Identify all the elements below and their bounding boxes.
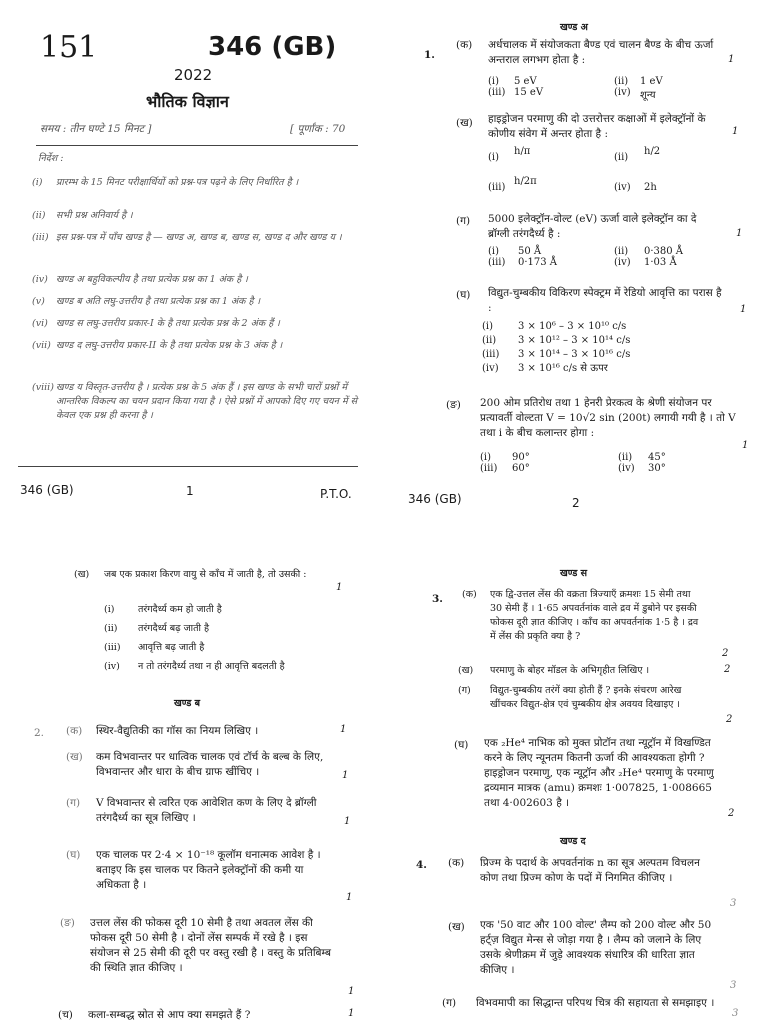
exam-year: 2022 — [174, 66, 213, 84]
marks: 1 — [344, 816, 351, 827]
question-label: (ख) — [456, 117, 473, 129]
marks: 3 — [732, 1008, 739, 1019]
divider — [36, 145, 358, 146]
marks: 1 — [736, 228, 743, 239]
question-text: विभवमापी का सिद्धान्त परिपथ चित्र की सहायता से समझाइए । — [476, 997, 715, 1009]
paper-code: 346 (GB) — [208, 32, 337, 62]
question-text: अर्धचालक में संयोजकता बैण्ड एवं चालन बैण्ड के बीच ऊर्जा अन्तराल लगभग होता है : — [488, 39, 714, 66]
option-list: (i) तरंगदैर्ध्य कम हो जाती है (ii) तरंगदैर्ध्य बढ़ जाती है (iii) आवृत्ति बढ़ जाती है (iv) न तो तरंगदैर्ध्य तथा न ही आवृत्ति बदलती है — [104, 604, 285, 672]
marks: 1 — [742, 440, 749, 451]
marks: 1 — [732, 126, 739, 137]
instruction-item: (viii) खण्ड य विस्तृत-उत्तरीय है । प्रत्येक प्रश्न के 5 अंक हैं । इस खण्ड के सभी चारों प्रश्नों में आन्तरिक विकल्प का चयन प्रदान किया गया है । ऐसे प्रश्नों में आपको दिए गए चयन में से केवल एक प्रश्न ही करना है । — [32, 382, 358, 421]
option-list: (i) 3 × 10⁶ – 3 × 10¹⁰ c/s (ii) 3 × 10¹² – 3 × 10¹⁴ c/s (iii) 3 × 10¹⁴ – 3 × 10¹⁶ c/s (iv) 3 × 10¹⁶ c/s से ऊपर — [482, 321, 631, 374]
question-label: (ख) — [458, 665, 474, 676]
marks: 2 — [724, 664, 731, 675]
instructions-title: निर्देश : — [38, 153, 64, 164]
question-text: 5000 इलेक्ट्रॉन-वोल्ट (eV) ऊर्जा वाले इलेक्ट्रॉन का दे ब्रॉग्ली तरंगदैर्ध्य है : — [488, 213, 697, 240]
full-marks: [ पूर्णांक : 70 — [290, 123, 346, 135]
question-text: विद्युत-चुम्बकीय विकिरण स्पेक्ट्रम में रेडियो आवृत्ति का परास है : — [488, 287, 722, 314]
question-text: कला-सम्बद्ध स्रोत से आप क्या समझते हैं ? — [88, 1009, 251, 1021]
question-text: एक ₂He⁴ नाभिक को मुक्त प्रोटॉन तथा न्यूट्रॉन में विखण्डित करने के लिए न्यूनतम कितनी ऊर्जा की आवश्यकता होगी ? हाइड्रोजन परमाणु, एक न्यूट्रॉन और ₂He⁴ परमाणु के परमाणु द्रव्यमान मात्रक (amu) क्रमशः 1·007825, 1·008665 तथा 4·002603 है । — [484, 737, 714, 809]
question-text: जब एक प्रकाश किरण वायु से काँच में जाती है, तो उसकी : — [104, 569, 307, 580]
question-text: एक द्वि-उत्तल लेंस की वक्रता त्रिज्याएँ क्रमशः 15 सेमी तथा 30 सेमी हैं । 1·65 अपवर्तनांक वाले द्रव में डुबोने पर इसकी फोकस दूरी ज्ञात कीजिए । काँच का अपवर्तनांक 1·5 है । द्रव में लेंस की प्रकृति क्या है ? — [490, 589, 699, 642]
marks: 3 — [730, 980, 737, 991]
instruction-item: (iii) इस प्रश्न-पत्र में पाँच खण्ड है — खण्ड अ, खण्ड ब, खण्ड स, खण्ड द और खण्ड य । — [32, 232, 342, 243]
question-text: 200 ओम प्रतिरोध तथा 1 हेनरी प्रेरकत्व के श्रेणी संयोजन पर प्रत्यावर्ती वोल्टता V = 10√2 sin (200t) लगायी गयी है । तो V तथा i के बीच कलान्तर होगा : — [480, 397, 736, 439]
question-number: 1. — [424, 49, 435, 61]
marks: 3 — [730, 898, 737, 909]
marks: 1 — [348, 1008, 355, 1019]
pto-label: P.T.O. — [320, 487, 352, 501]
question-label: (ग) — [66, 797, 81, 809]
section-heading: खण्ड द — [560, 836, 586, 847]
question-text: स्थिर-वैद्युतिकी का गॉस का नियम लिखिए । — [96, 725, 259, 737]
question-label: (ख) — [448, 921, 465, 933]
instruction-item: (i) प्रारम्भ के 15 मिनट परीक्षार्थियों को प्रश्न-पत्र पढ़ने के लिए निर्धारित है । — [32, 177, 299, 188]
time-allowed: समय : तीन घण्टे 15 मिनट ] — [40, 123, 152, 135]
marks: 1 — [340, 724, 347, 735]
page-3 — [0, 512, 384, 1024]
question-text: हाइड्रोजन परमाणु की दो उत्तरोत्तर कक्षाओं में इलेक्ट्रॉनों के कोणीय संवेग में अन्तर होता है : — [488, 113, 706, 140]
question-text: एक चालक पर 2·4 × 10⁻¹⁸ कूलॉम धनात्मक आवेश है । बताइए कि इस चालक पर कितने इलेक्ट्रॉनों की कमी या अधिकता है । — [96, 849, 321, 891]
instruction-item: (vi) खण्ड स लघु-उत्तरीय प्रकार-I के है तथा प्रत्येक प्रश्न के 2 अंक हैं । — [32, 318, 280, 329]
page-4 — [384, 512, 768, 1024]
instruction-item: (iv) खण्ड अ बहुविकल्पीय है तथा प्रत्येक प्रश्न का 1 अंक है । — [32, 274, 248, 285]
option-list: (i) h/π (ii) h/2 (iii) h/2π (iv) 2h — [488, 146, 661, 193]
footer-code: 346 (GB) — [20, 483, 74, 497]
question-label: (घ) — [454, 739, 469, 751]
question-text: एक '50 वाट और 100 वोल्ट' लैम्प को 200 वोल्ट और 50 हर्ट्ज़ विद्युत मेन्स से जोड़ा गया है । लैम्प को जलाने के लिए उसके श्रेणीक्रम में जुड़े आवश्यक संधारित्र की धारिता ज्ञात कीजिए । — [480, 919, 712, 976]
instruction-item: (ii) सभी प्रश्न अनिवार्य है । — [32, 210, 133, 221]
question-number: 3. — [432, 593, 443, 605]
option-list: (i) 90° (ii) 45° (iii) 60° (iv) 30° — [480, 452, 666, 474]
question-label: (च) — [58, 1009, 73, 1021]
question-text: प्रिज्म के पदार्थ के अपवर्तनांक n का सूत्र अल्पतम विचलन कोण तथा प्रिज्म कोण के पदों में निगमित कीजिए । — [480, 857, 700, 884]
divider — [18, 466, 358, 467]
question-label: (घ) — [66, 849, 81, 861]
marks: 1 — [336, 582, 343, 593]
option-list: (i) 5 eV (ii) 1 eV (iii) 15 eV (iv) शून्य — [488, 76, 663, 101]
question-number: 2. — [34, 727, 45, 739]
marks: 1 — [342, 770, 349, 781]
question-text: परमाणु के बोहर मॉडल के अभिगृहीत लिखिए । — [490, 665, 650, 676]
question-label: (घ) — [456, 289, 471, 301]
marks: 1 — [740, 304, 747, 315]
option-list: (i) 50 Å (ii) 0·380 Å (iii) 0·173 Å (iv) 1·03 Å — [488, 246, 684, 268]
question-label: (क) — [456, 39, 473, 51]
section-heading: खण्ड अ — [560, 22, 588, 33]
question-label: (क) — [66, 725, 83, 737]
question-text: उत्तल लेंस की फोकस दूरी 10 सेमी है तथा अवतल लेंस की फोकस दूरी 50 सेमी है । दोनों लेंस सम्पर्क में रखे है । इस संयोजन से 25 सेमी की दूरी पर वस्तु रखी है । वस्तु के प्रतिबिम्ब की स्थिति ज्ञात कीजिए । — [90, 917, 331, 974]
question-label: (ग) — [442, 997, 457, 1009]
question-label: (ङ) — [446, 399, 461, 411]
section-heading: खण्ड स — [560, 568, 588, 579]
page-1 — [0, 0, 384, 512]
question-text: विद्युत-चुम्बकीय तरंगें क्या होती हैं ? इनके संचरण आरेख खींचकर विद्युत-क्षेत्र एवं चुम्बकीय क्षेत्र अवयव दिखाइए । — [490, 685, 682, 710]
marks: 2 — [726, 714, 733, 725]
section-heading: खण्ड ब — [174, 698, 201, 709]
marks: 1 — [348, 986, 355, 997]
footer-code: 346 (GB) — [408, 492, 462, 506]
instruction-list — [32, 176, 362, 451]
page-number: 2 — [572, 496, 580, 510]
instruction-item: (vii) खण्ड द लघु-उत्तरीय प्रकार-II के है तथा प्रत्येक प्रश्न के 3 अंक है । — [32, 340, 283, 351]
question-text: V विभवान्तर से त्वरित एक आवेशित कण के लिए दे ब्रॉग्ली तरंगदैर्ध्य का सूत्र लिखिए । — [96, 797, 317, 824]
serial-number: 151 — [40, 30, 98, 65]
question-number: 4. — [416, 859, 427, 871]
question-label: (ख) — [74, 569, 90, 580]
instruction-item: (v) खण्ड ब अति लघु-उत्तरीय है तथा प्रत्येक प्रश्न का 1 अंक है । — [32, 296, 261, 307]
marks: 1 — [728, 54, 735, 65]
marks: 1 — [346, 892, 353, 903]
question-label: (ङ) — [60, 917, 75, 929]
marks: 2 — [722, 648, 729, 659]
question-label: (ग) — [458, 685, 471, 696]
question-label: (क) — [448, 857, 465, 869]
question-label: (ग) — [456, 215, 471, 227]
page-number: 1 — [186, 484, 194, 498]
page-2 — [384, 0, 768, 512]
subject-title: भौतिक विज्ञान — [146, 92, 229, 111]
question-text: कम विभवान्तर पर धात्विक चालक एवं टॉर्च के बल्ब के लिए, विभवान्तर और धारा के बीच ग्राफ खींचिए । — [96, 751, 324, 778]
marks: 2 — [728, 808, 735, 819]
question-label: (ख) — [66, 751, 83, 763]
question-label: (क) — [462, 589, 477, 600]
